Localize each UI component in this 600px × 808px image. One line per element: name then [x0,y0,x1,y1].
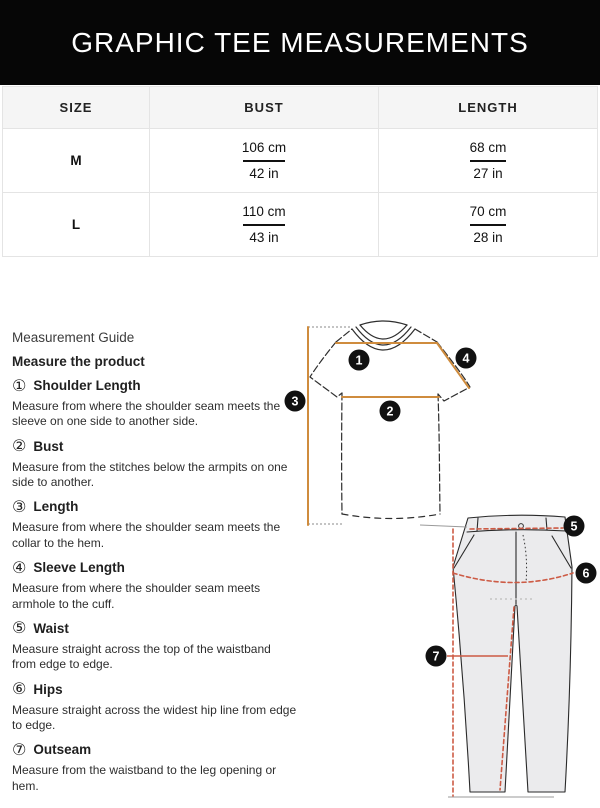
guide-item-length [12,496,298,551]
guide-item-label: Bust [33,438,64,454]
circled-number-7: ⑦ [12,739,27,759]
guide-item-description: Measure straight across the top of the waistband from edge to edge. [12,641,271,672]
svg-text:2: 2 [386,404,394,419]
length-in-value: 27 in [473,165,503,181]
m-length-cell [379,129,598,193]
table-row-m [3,129,598,193]
pants-marker-6 [576,563,597,584]
length-cm-value: 68 cm [469,139,507,155]
size-table [2,86,598,257]
l-bust-cell [150,193,379,257]
pants-diagram [420,505,600,805]
guide-item-description: Measure from where the shoulder seam meets the collar to the hem. [12,520,281,550]
cm-in-fraction [470,140,507,181]
guide-item-heading [12,496,298,517]
fraction-divider [243,224,285,226]
guide-item-bust [12,436,298,491]
svg-text:4: 4 [462,351,470,366]
guide-item-waist [12,618,298,673]
bust-cm-value: 106 cm [241,139,287,155]
size-m-cell: M [3,129,150,193]
cm-in-fraction [242,204,285,245]
guide-item-label: Hips [33,681,63,697]
guide-item-heading [12,557,298,578]
guide-item-description: Measure from the stitches below the armpits on one side to another. [12,459,288,490]
svg-text:5: 5 [570,519,578,534]
size-l-cell: L [3,193,150,257]
svg-text:3: 3 [291,394,299,409]
pants-outline [453,515,572,792]
waist-measure-line [470,528,563,529]
measurement-guide [12,330,298,800]
guide-item-hips [12,679,298,734]
guide-item-sleeve-length [12,557,298,612]
tee-marker-1 [349,350,370,371]
table-row-l [3,193,598,257]
guide-item-description: Measure from where the shoulder seam meets armhole to the cuff. [12,581,261,611]
guide-item-heading [12,375,298,396]
circled-number-4: ④ [12,557,27,577]
svg-text:6: 6 [582,566,590,581]
guide-item-label: Length [33,499,79,515]
tshirt-diagram [283,315,585,530]
tee-marker-2 [380,401,401,422]
guide-item-label: Outseam [33,742,92,758]
guide-item-heading [12,436,298,457]
cm-in-fraction [470,204,507,245]
bust-cm-value: 110 cm [242,203,286,219]
guide-subtitle: Measure the product [12,354,145,369]
guide-item-heading [12,618,298,639]
guide-item-label: Waist [33,620,69,636]
pants-marker-5 [564,516,585,537]
circled-number-6: ⑥ [12,679,27,699]
circled-number-2: ② [12,436,27,456]
bust-in-value: 42 in [249,165,279,181]
svg-text:7: 7 [432,649,440,664]
fraction-divider [470,224,506,226]
guide-item-heading [12,739,298,760]
title-banner [0,0,600,85]
tshirt-measure-lines [308,327,469,525]
guide-item-description: Measure straight across the widest hip line from edge to edge. [12,702,297,732]
length-in-value: 28 in [473,229,503,245]
circled-number-5: ⑤ [12,618,27,638]
fraction-divider [243,160,285,162]
tee-marker-3 [285,391,306,412]
waist-leader-line [420,525,467,527]
svg-text:1: 1 [355,353,363,368]
length-column-header: LENGTH [379,87,598,129]
size-column-header: SIZE [3,87,150,129]
guide-item-shoulder-length [12,375,298,430]
circled-number-3: ③ [12,496,27,516]
bust-column-header: BUST [150,87,379,129]
guide-item-label: Shoulder Length [33,378,141,393]
table-header-row [3,87,598,129]
guide-item-outseam [12,739,298,794]
cm-in-fraction [242,140,286,181]
tee-marker-4 [456,348,477,369]
page-title: GRAPHIC TEE MEASUREMENTS [71,26,529,58]
fraction-divider [470,160,506,162]
length-cm-value: 70 cm [469,203,507,219]
guide-title: Measurement Guide [12,330,135,345]
bust-in-value: 43 in [249,229,279,245]
m-bust-cell [150,129,379,193]
guide-item-description: Measure from the waistband to the leg opening or hem. [12,763,277,793]
pants-marker-7 [426,646,447,667]
guide-item-label: Sleeve Length [33,560,125,576]
circled-number-1: ① [12,375,27,395]
l-length-cell [379,193,598,257]
guide-item-description: Measure from where the shoulder seam meets the sleeve on one side to another side. [12,399,281,429]
guide-item-heading [12,679,298,700]
